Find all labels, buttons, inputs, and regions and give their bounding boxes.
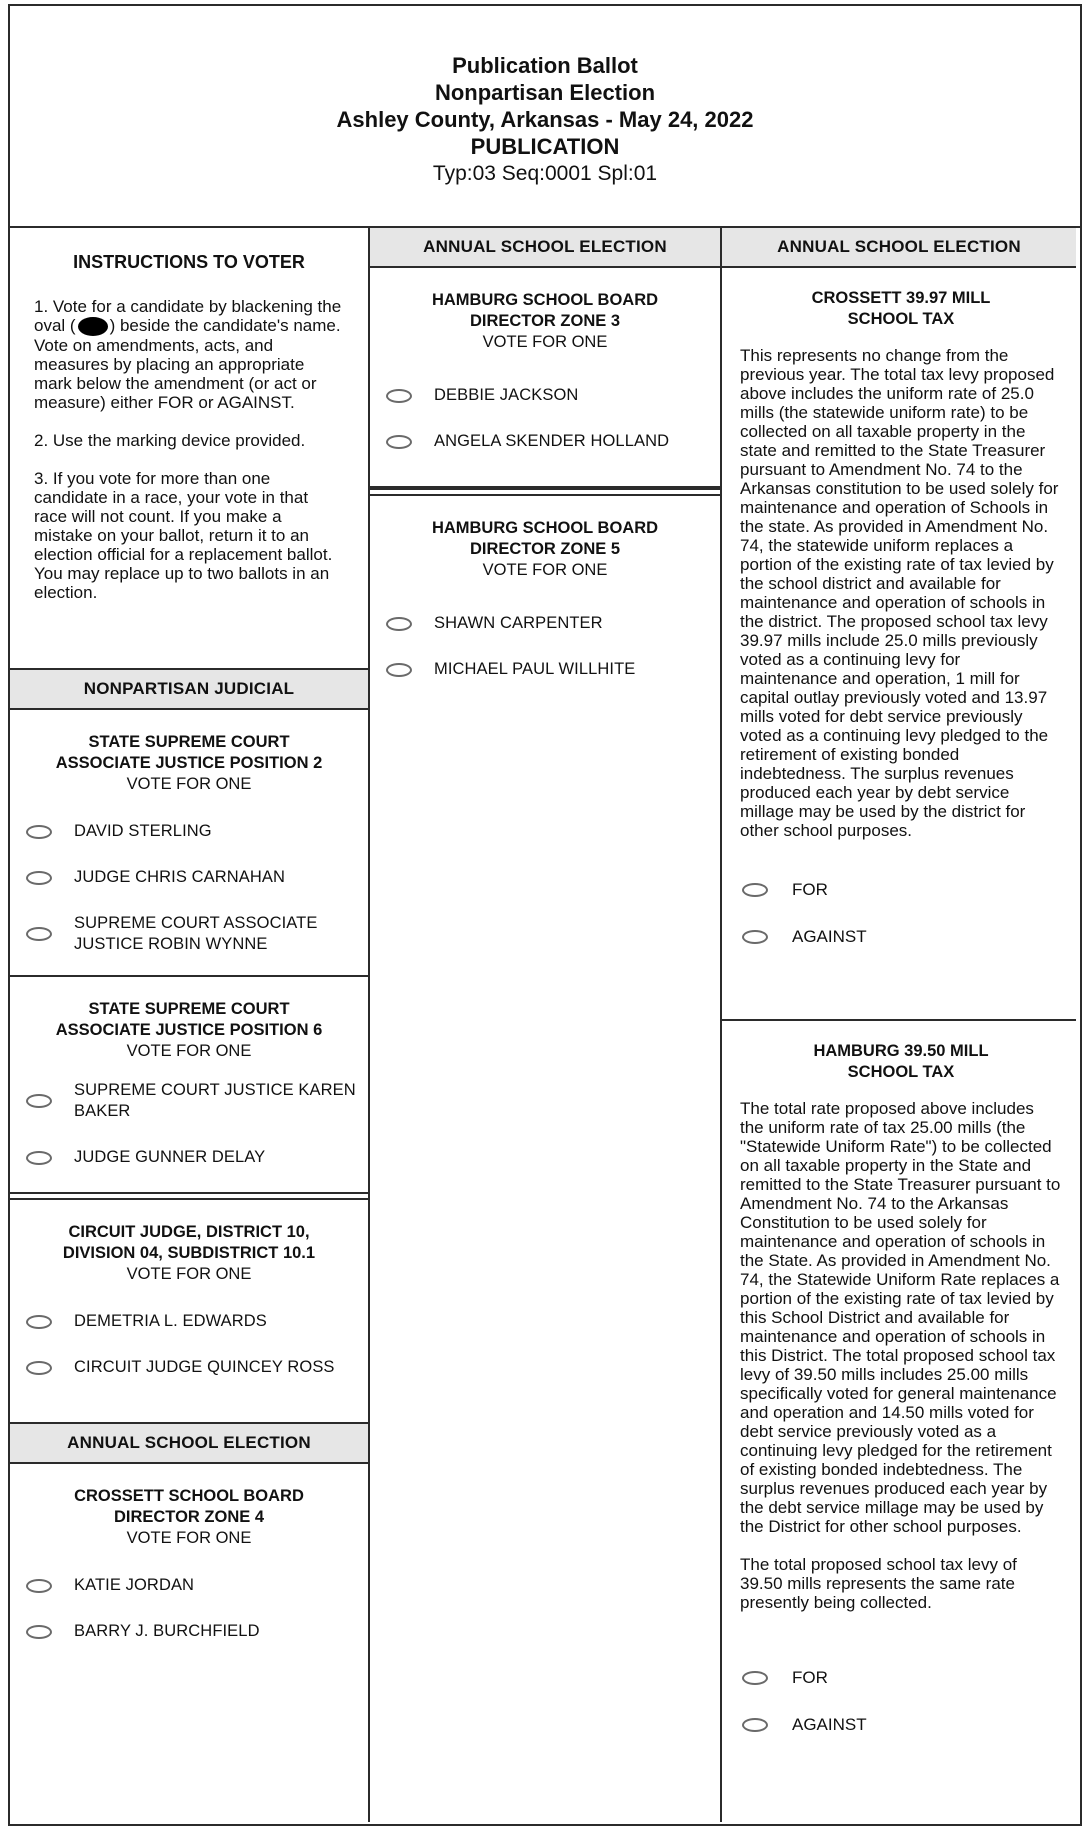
race-title: CROSSETT SCHOOL BOARD DIRECTOR ZONE 4 (74, 1487, 304, 1526)
response-oval[interactable] (386, 389, 412, 403)
race-hamburg-school-board-zone-5 (370, 496, 720, 1822)
measure-hamburg-school-tax (722, 1021, 1076, 1822)
race-supreme-court-position-2 (10, 710, 368, 977)
candidate-name: DEMETRIA L. EDWARDS (74, 1312, 267, 1330)
candidate-row-david-sterling (26, 821, 362, 842)
candidate-row-quincey-ross (26, 1357, 362, 1378)
publication-label: PUBLICATION (470, 134, 620, 159)
filled-oval-example-icon (78, 317, 108, 336)
candidate-row-chris-carnahan (26, 867, 362, 888)
section-divider (10, 1192, 368, 1200)
for-label: FOR (792, 1668, 828, 1687)
ballot-code: Typ:03 Seq:0001 Spl:01 (432, 162, 658, 185)
candidate-name: ANGELA SKENDER HOLLAND (434, 432, 670, 450)
candidate-row-karen-baker (26, 1080, 362, 1122)
column-middle (370, 228, 722, 1822)
candidate-row-debbie-jackson (386, 385, 714, 406)
choice-row-against (742, 1715, 1062, 1735)
measure-text: The total rate proposed above includes the uniform rate of tax 25.00 mills (the "Statewide Uniform Rate") to be collected on all taxable property in the State and remitted to the State Treasurer pursuant to Amendment No. 74 to the Arkansas Constitution to be used solely for maintenance and operation of schools in the State. As provided in Amendment No. 74, the Statewide Uniform Rate replaces a portion of the existing rate of tax levied by this School District and available for maintenance and operation of schools in this District. The total proposed school tax levy of 39.50 mills includes 25.00 mills specifically voted for general maintenance and operation and 14.50 mills voted for debt service previously voted as a continuing levy pledged for the retirement of existing bonded indebtedness. The surplus revenues produced each year by the debt service millage may be used by the District for other school purposes. (740, 1099, 1061, 1536)
response-oval[interactable] (26, 871, 52, 885)
ballot-header (10, 6, 1080, 228)
against-label: AGAINST (792, 1715, 867, 1734)
response-oval[interactable] (742, 1671, 768, 1685)
race-supreme-court-position-6 (10, 977, 368, 1192)
measure-title: HAMBURG 39.50 MILL SCHOOL TAX (813, 1042, 989, 1081)
candidate-row-barry-burchfield (26, 1621, 362, 1642)
vote-for-one-label: VOTE FOR ONE (126, 1265, 252, 1283)
candidate-name: DEBBIE JACKSON (434, 386, 579, 404)
section-header-annual-school-election-left: ANNUAL SCHOOL ELECTION (10, 1422, 368, 1464)
vote-for-one-label: VOTE FOR ONE (126, 1529, 252, 1547)
response-oval[interactable] (386, 663, 412, 677)
response-oval[interactable] (742, 883, 768, 897)
choice-row-against (742, 927, 1062, 947)
response-oval[interactable] (26, 1315, 52, 1329)
response-oval[interactable] (26, 1361, 52, 1375)
choice-row-for (742, 880, 1062, 900)
candidate-name: JUDGE CHRIS CARNAHAN (74, 868, 286, 886)
measure-text: This represents no change from the previous year. The total tax levy proposed above includes the uniform rate of 25.0 mills (the statewide uniform rate) to be collected on all taxable property in the state and remitted to the State Treasurer pursuant to Amendment No. 74 to the Arkansas constitution to be used solely for maintenance and operation of Schools in the state. As provided in Amendment No. 74, the statewide uniform replaces a portion of the existing rate of tax levied by the school district and available for maintenance and operation of schools in the district. The proposed school tax levy 39.97 mills include 25.0 mills previously voted as a continuing levy for maintenance and operation, 1 mill for capital outlay previously voted and 13.97 mills voted for debt service previously voted as a continuing levy pledged to the retirement of existing bonded indebtedness. The surplus revenues produced each year by debt service millage may be used by the district for other school purposes. (740, 346, 1059, 840)
response-oval[interactable] (26, 927, 52, 941)
measure-crossett-school-tax (722, 268, 1076, 1021)
candidate-row-katie-jordan (26, 1575, 362, 1596)
candidate-row-gunner-delay (26, 1147, 362, 1168)
section-divider (370, 488, 720, 496)
response-oval[interactable] (742, 930, 768, 944)
measure-title: CROSSETT 39.97 MILL SCHOOL TAX (811, 289, 991, 328)
candidate-name: DAVID STERLING (74, 822, 212, 840)
candidate-name: CIRCUIT JUDGE QUINCEY ROSS (74, 1358, 335, 1376)
candidate-name: JUDGE GUNNER DELAY (74, 1148, 266, 1166)
race-crossett-school-board-zone-4 (10, 1464, 368, 1820)
response-oval[interactable] (26, 825, 52, 839)
candidate-name: BARRY J. BURCHFIELD (74, 1622, 260, 1640)
election-type: Nonpartisan Election (434, 80, 656, 105)
for-label: FOR (792, 880, 828, 899)
response-oval[interactable] (26, 1625, 52, 1639)
column-right (722, 228, 1076, 1822)
response-oval[interactable] (26, 1151, 52, 1165)
instruction-item-3: 3. If you vote for more than one candidate in a race, your vote in that race will not count. If you make a mistake on your ballot, return it to an election official for a replacement ballot. You may replace up to two ballots in an election. (34, 469, 333, 603)
candidate-name: SUPREME COURT ASSOCIATE JUSTICE ROBIN WYNNE (74, 914, 318, 953)
candidate-row-michael-willhite (386, 659, 714, 680)
county-date: Ashley County, Arkansas - May 24, 2022 (336, 107, 754, 132)
race-hamburg-school-board-zone-3 (370, 268, 720, 488)
response-oval[interactable] (26, 1094, 52, 1108)
candidate-name: MICHAEL PAUL WILLHITE (434, 660, 636, 678)
against-label: AGAINST (792, 927, 867, 946)
choice-row-for (742, 1668, 1062, 1688)
section-header-nonpartisan-judicial: NONPARTISAN JUDICIAL (10, 668, 368, 710)
candidate-name: KATIE JORDAN (74, 1576, 195, 1594)
ballot-title: Publication Ballot (452, 53, 638, 78)
candidate-row-robin-wynne (26, 913, 362, 955)
response-oval[interactable] (26, 1579, 52, 1593)
response-oval[interactable] (386, 435, 412, 449)
candidate-row-angela-holland (386, 431, 714, 452)
candidate-row-demetria-edwards (26, 1311, 362, 1332)
column-left (10, 228, 370, 1822)
instruction-item-1: 1. Vote for a candidate by blackening the oval ( ) beside the candidate's name. Vote on amendments, acts, and measures by placing an appropriate mark below the amendment (or act or measure) either FOR or AGAINST. (34, 297, 342, 413)
race-title: HAMBURG SCHOOL BOARD DIRECTOR ZONE 5 (431, 519, 659, 558)
section-header-annual-school-election-middle: ANNUAL SCHOOL ELECTION (370, 228, 720, 268)
response-oval[interactable] (386, 617, 412, 631)
instruction-item-2: 2. Use the marking device provided. (34, 431, 306, 451)
candidate-name: SUPREME COURT JUSTICE KAREN BAKER (74, 1081, 356, 1120)
race-title: STATE SUPREME COURT ASSOCIATE JUSTICE POSITION 2 (55, 733, 323, 772)
candidate-name: SHAWN CARPENTER (434, 614, 603, 632)
vote-for-one-label: VOTE FOR ONE (126, 1042, 252, 1060)
vote-for-one-label: VOTE FOR ONE (482, 333, 608, 351)
race-title: CIRCUIT JUDGE, DISTRICT 10, DIVISION 04, SUBDISTRICT 10.1 (62, 1223, 316, 1262)
section-header-annual-school-election-right: ANNUAL SCHOOL ELECTION (722, 228, 1076, 268)
instructions-section (10, 228, 368, 668)
measure-text-2: The total proposed school tax levy of 39.50 mills represents the same rate presently being collected. (740, 1555, 1017, 1612)
race-title: HAMBURG SCHOOL BOARD DIRECTOR ZONE 3 (431, 291, 659, 330)
vote-for-one-label: VOTE FOR ONE (482, 561, 608, 579)
race-title: STATE SUPREME COURT ASSOCIATE JUSTICE POSITION 6 (55, 1000, 323, 1039)
vote-for-one-label: VOTE FOR ONE (126, 775, 252, 793)
ballot-page (8, 4, 1082, 1826)
race-circuit-judge (10, 1200, 368, 1422)
instructions-title: INSTRUCTIONS TO VOTER (73, 252, 305, 272)
response-oval[interactable] (742, 1718, 768, 1732)
candidate-row-shawn-carpenter (386, 613, 714, 634)
